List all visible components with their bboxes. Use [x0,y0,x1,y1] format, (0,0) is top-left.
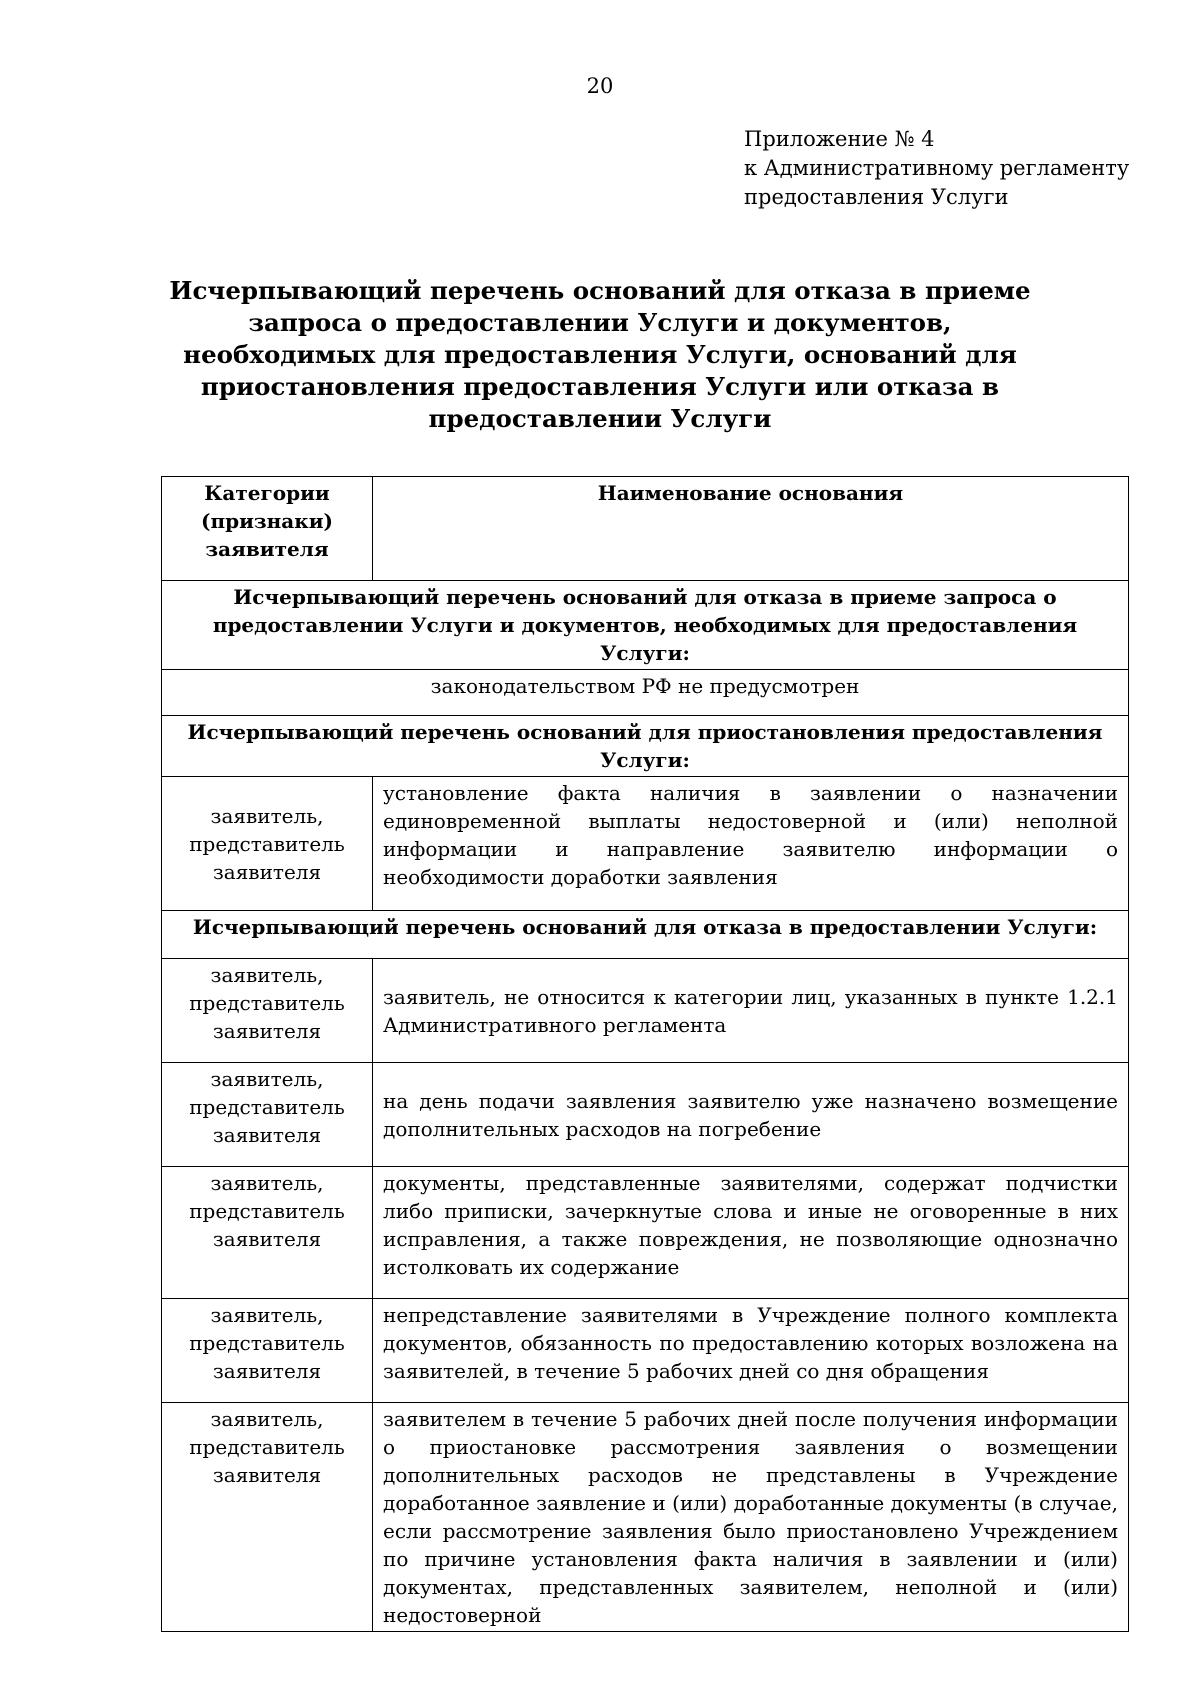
section-row [162,716,1129,777]
appendix-block [744,125,1164,212]
row-reason: заявитель, не относится к категории лиц, указанных в пункте 1.2.1 Административного регламента [373,959,1129,1063]
table-row [162,1299,1129,1403]
row-category: заявитель, представитель заявителя [162,959,373,1063]
table-row [162,1063,1129,1167]
row-category: заявитель, представитель заявителя [162,1167,373,1299]
appendix-line-2: к Административному регламенту [744,156,1130,180]
appendix-line-1: Приложение № 4 [744,127,935,151]
section-note: законодательством РФ не предусмотрен [162,670,1129,716]
grounds-table [161,476,1129,1632]
page-number: 20 [586,74,614,98]
document-title: Исчерпывающий перечень оснований для отказа в приеме запроса о предоставлении Услуги и документов, необходимых для предоставления Услуги, оснований для приостановления предоставления Услуги или отказа в предоставлении Услуги [169,276,1031,433]
table-row [162,1167,1129,1299]
row-reason: заявителем в течение 5 рабочих дней после получения информации о приостановке рассмотрения заявления о возмещении дополнительных расходов не представлены в Учреждение доработанное заявление и (или) доработанные документы (в случае, если рассмотрение заявления было приостановлено Учреждением по причине установления факта наличия в заявлении и (или) документах, представленных заявителем, неполной и (или) недостоверной [373,1403,1129,1632]
table-row [162,670,1129,716]
header-reason: Наименование основания [373,477,1129,581]
table-header-row [162,477,1129,581]
row-category: заявитель, представитель заявителя [162,1063,373,1167]
row-reason: документы, представленные заявителями, содержат подчистки либо приписки, зачеркнутые слова и иные не оговоренные в них исправления, а также повреждения, не позволяющие однозначно истолковать их содержание [373,1167,1129,1299]
table-row [162,777,1129,911]
row-reason: на день подачи заявления заявителю уже назначено возмещение дополнительных расходов на погребение [373,1063,1129,1167]
header-category: Категории (признаки) заявителя [162,477,373,581]
row-reason: установление факта наличия в заявлении о назначении единовременной выплаты недостоверной и (или) неполной информации и направление заявителю информации о необходимости доработки заявления [373,777,1129,911]
row-reason: непредставление заявителями в Учреждение полного комплекта документов, обязанность по предоставлению которых возложена на заявителей, в течение 5 рабочих дней со дня обращения [373,1299,1129,1403]
row-category: заявитель, представитель заявителя [162,777,373,911]
table-row [162,959,1129,1063]
section-title-refusal-acceptance: Исчерпывающий перечень оснований для отказа в приеме запроса о предоставлении Услуги и документов, необходимых для предоставления Услуги: [162,581,1129,670]
appendix-line-3: предоставления Услуги [744,185,1009,209]
row-category: заявитель, представитель заявителя [162,1403,373,1632]
row-category: заявитель, представитель заявителя [162,1299,373,1403]
section-title-refusal-provision: Исчерпывающий перечень оснований для отказа в предоставлении Услуги: [162,911,1129,959]
section-row [162,911,1129,959]
section-title-suspension: Исчерпывающий перечень оснований для приостановления предоставления Услуги: [162,716,1129,777]
section-row [162,581,1129,670]
table-row [162,1403,1129,1632]
